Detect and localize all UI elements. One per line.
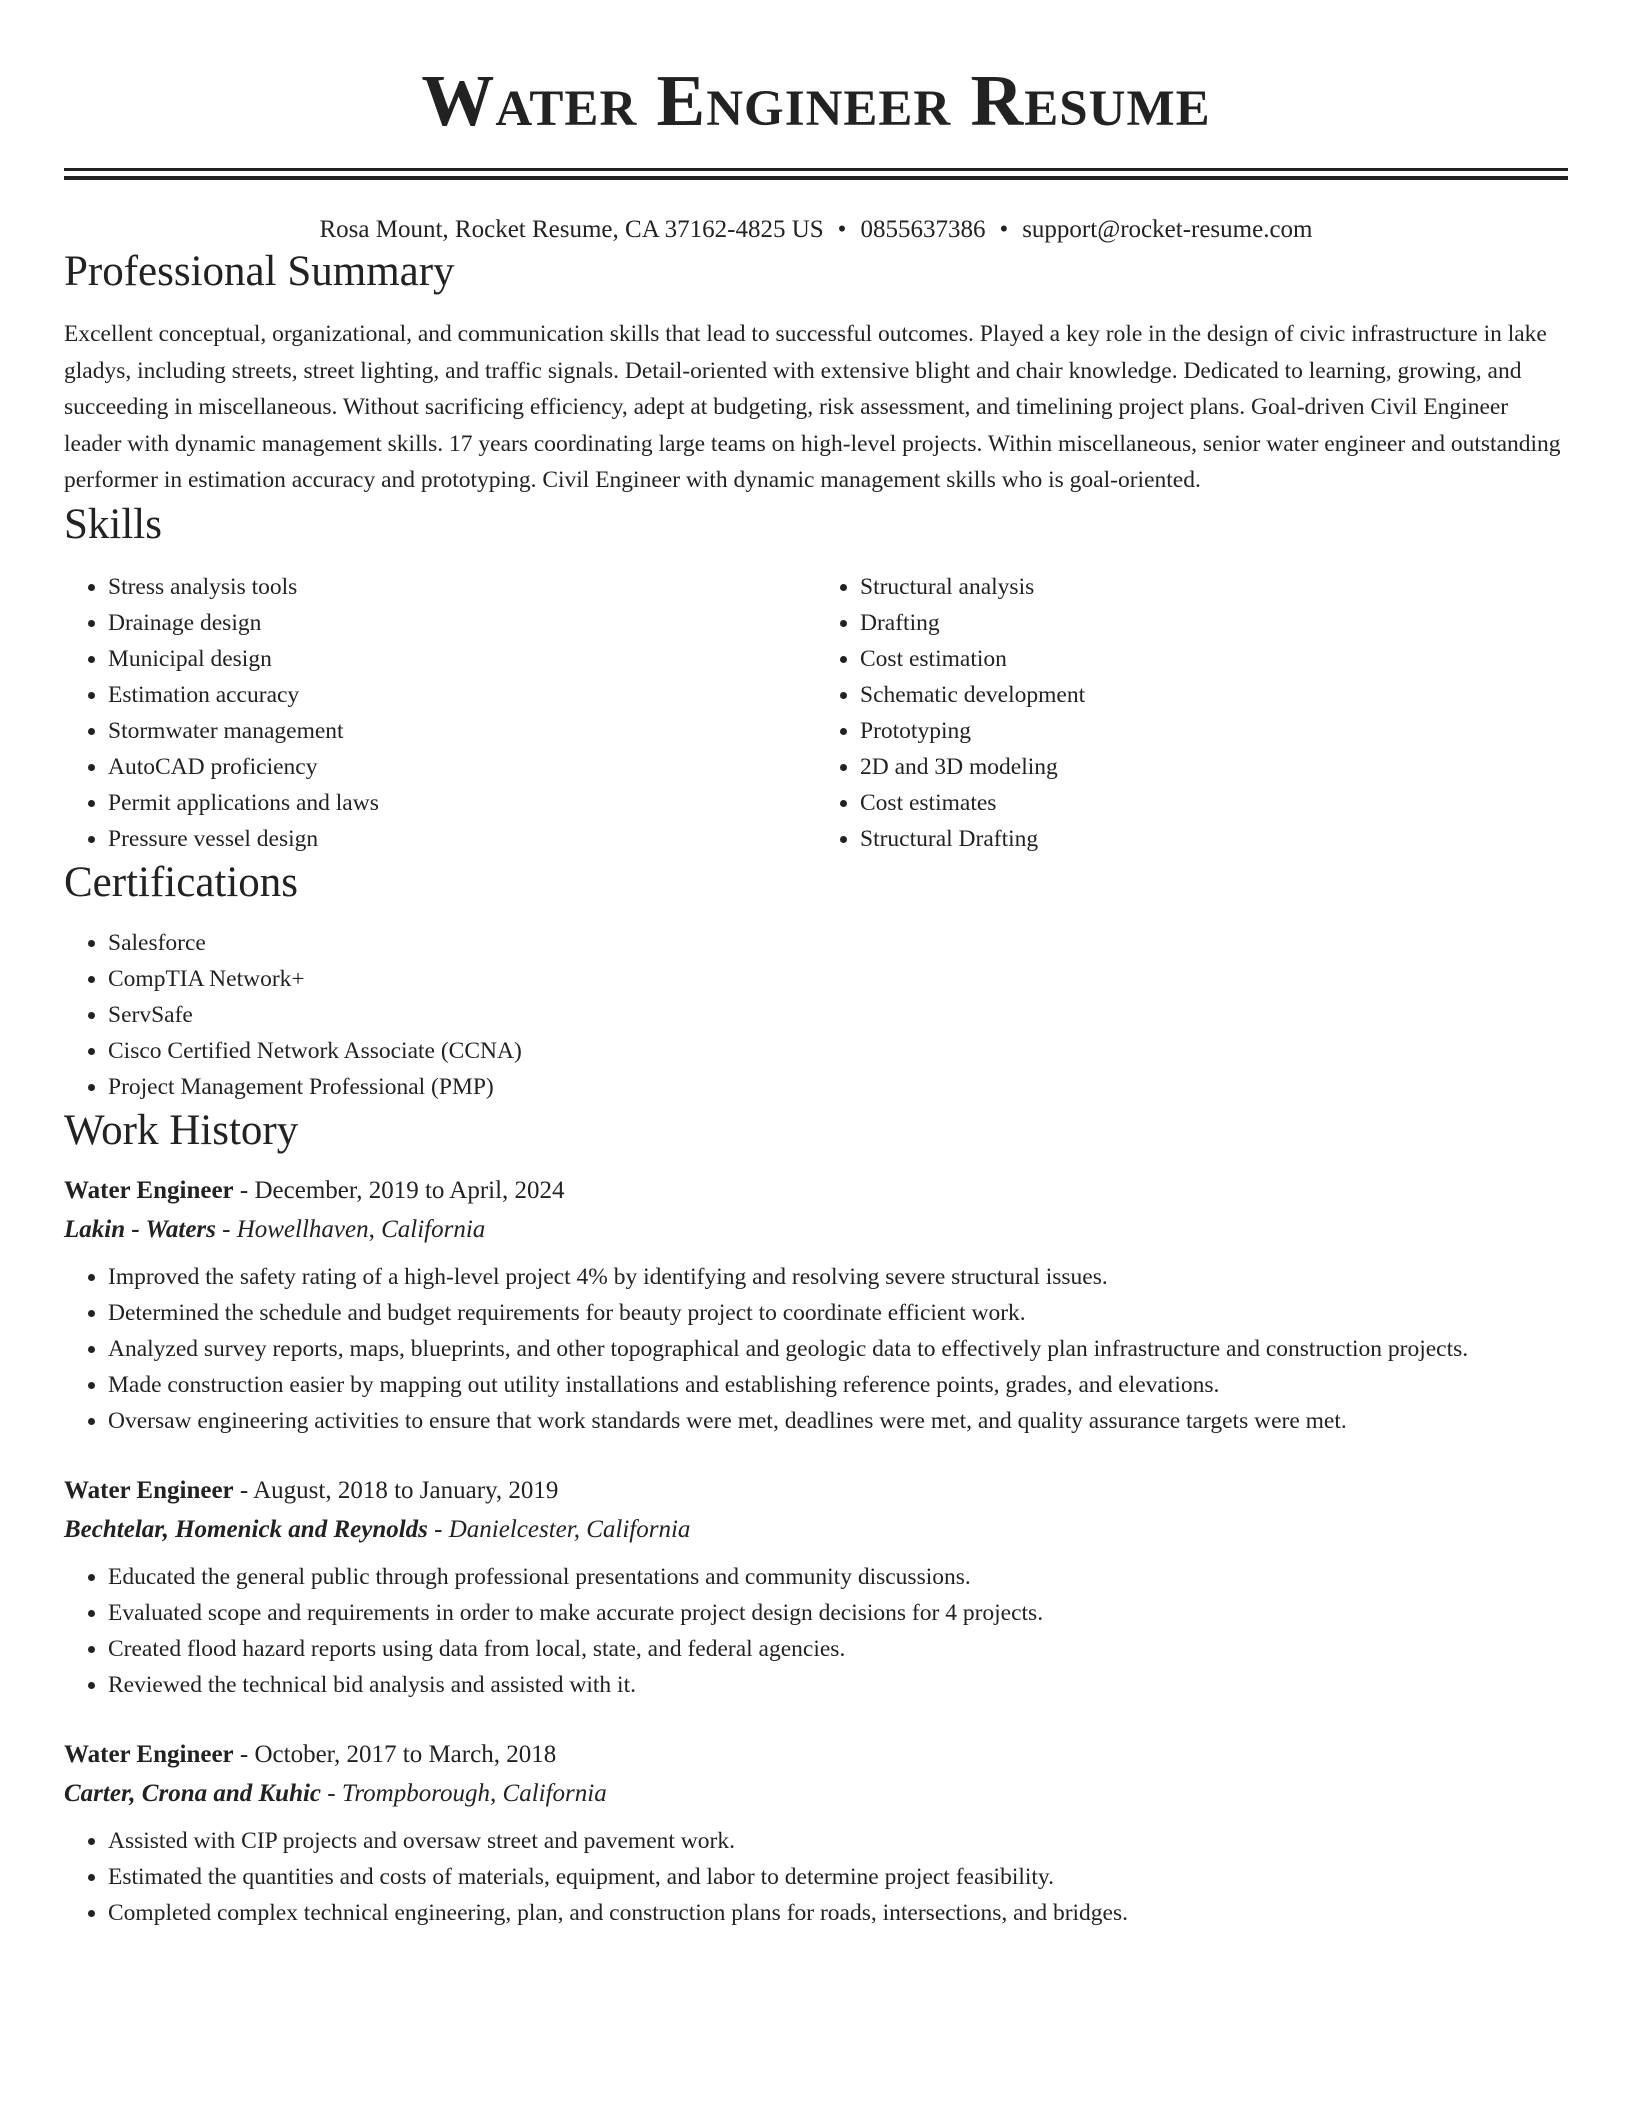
skills-list-left — [64, 569, 816, 857]
job-dates: August, 2018 to January, 2019 — [253, 1476, 559, 1504]
title-divider — [64, 168, 1568, 171]
job-role: Water Engineer — [64, 1476, 234, 1504]
job-company-line — [64, 1511, 1568, 1549]
job-entry — [64, 1735, 1568, 1931]
job-entry — [64, 1471, 1568, 1703]
job-title-line — [64, 1171, 1568, 1211]
certifications-list — [64, 925, 1568, 1105]
job-dash: - — [427, 1515, 449, 1543]
title-divider-double — [64, 176, 1568, 180]
job-bullet: • Made construction easier by mapping out utility installations and establishing reference points, grades, and elevations. — [108, 1367, 1568, 1403]
skills-columns — [64, 569, 1568, 857]
skill-item: • AutoCAD proficiency — [108, 749, 816, 785]
job-dash: - — [233, 1740, 255, 1768]
certification-item: • ServSafe — [108, 997, 1568, 1033]
job-dates: December, 2019 to April, 2024 — [254, 1176, 565, 1204]
job-bullets — [64, 1823, 1568, 1931]
contact-line — [64, 214, 1568, 246]
job-bullet: • Created flood hazard reports using data from local, state, and federal agencies. — [108, 1631, 1568, 1667]
contact-separator: • — [837, 216, 847, 243]
job-title-line — [64, 1735, 1568, 1775]
contact-phone: 0855637386 — [860, 216, 986, 243]
certification-item: • CompTIA Network+ — [108, 961, 1568, 997]
job-bullets — [64, 1559, 1568, 1703]
job-bullet: • Educated the general public through professional presentations and community discussions. — [108, 1559, 1568, 1595]
certification-item: • Cisco Certified Network Associate (CCNA) — [108, 1033, 1568, 1069]
contact-address: Rosa Mount, Rocket Resume, CA 37162-4825 US — [319, 216, 824, 243]
job-dates: October, 2017 to March, 2018 — [254, 1740, 557, 1768]
job-dash: - — [215, 1215, 237, 1243]
job-bullet: • Determined the schedule and budget requirements for beauty project to coordinate efficient work. — [108, 1295, 1568, 1331]
job-location: Trompborough, California — [341, 1779, 607, 1807]
page-title: Water Engineer Resume — [421, 60, 1211, 141]
job-location: Danielcester, California — [448, 1515, 691, 1543]
skills-heading: Skills — [64, 500, 162, 548]
job-bullets — [64, 1259, 1568, 1439]
job-bullet: • Completed complex technical engineering, plan, and construction plans for roads, intersections, and bridges. — [108, 1895, 1568, 1931]
job-bullet: • Oversaw engineering activities to ensure that work standards were met, deadlines were met, and quality assurance targets were met. — [108, 1403, 1568, 1439]
job-bullet: • Evaluated scope and requirements in order to make accurate project design decisions for 4 projects. — [108, 1595, 1568, 1631]
work-history-list — [64, 1171, 1568, 1931]
skill-item: • Stress analysis tools — [108, 569, 816, 605]
skill-item: • Permit applications and laws — [108, 785, 816, 821]
skill-item: • Estimation accuracy — [108, 677, 816, 713]
certification-item: • Project Management Professional (PMP) — [108, 1069, 1568, 1105]
job-company: Bechtelar, Homenick and Reynolds — [64, 1515, 428, 1543]
job-bullet: • Reviewed the technical bid analysis and assisted with it. — [108, 1667, 1568, 1703]
skill-item: • Structural analysis — [860, 569, 1568, 605]
skill-item: • Structural Drafting — [860, 821, 1568, 857]
skill-item: • Pressure vessel design — [108, 821, 816, 857]
contact-separator: • — [999, 216, 1009, 243]
job-title-line — [64, 1471, 1568, 1511]
skill-item: • Cost estimates — [860, 785, 1568, 821]
certifications-heading: Certifications — [64, 858, 299, 906]
summary-heading: Professional Summary — [64, 248, 455, 295]
summary-text: Excellent conceptual, organizational, and communication skills that lead to successful outcomes. Played a key role in the design of civic infrastructure in lake gladys, including streets, street lighting, and traffic signals. Detail-oriented with extensive blight and chair knowledge. Dedicated to learning, growing, and succeeding in miscellaneous. Without sacrificing efficiency, adept at budgeting, risk assessment, and timelining project plans. Goal-driven Civil Engineer leader with dynamic management skills. 17 years coordinating large teams on high-level projects. Within miscellaneous, senior water engineer and outstanding performer in estimation accuracy and prototyping. Civil Engineer with dynamic management skills who is goal-oriented. — [64, 321, 1561, 493]
work-history-heading: Work History — [64, 1106, 299, 1154]
skill-item: • Drainage design — [108, 605, 816, 641]
contact-email: support@rocket-resume.com — [1022, 216, 1313, 243]
skill-item: • Schematic development — [860, 677, 1568, 713]
job-role: Water Engineer — [64, 1740, 234, 1768]
job-bullet: • Estimated the quantities and costs of materials, equipment, and labor to determine project feasibility. — [108, 1859, 1568, 1895]
job-dash: - — [233, 1176, 255, 1204]
skill-item: • Drafting — [860, 605, 1568, 641]
job-bullet: • Improved the safety rating of a high-level project 4% by identifying and resolving severe structural issues. — [108, 1259, 1568, 1295]
job-dash: - — [233, 1476, 254, 1504]
certification-item: • Salesforce — [108, 925, 1568, 961]
job-company: Carter, Crona and Kuhic — [64, 1779, 322, 1807]
skill-item: • Municipal design — [108, 641, 816, 677]
job-entry — [64, 1171, 1568, 1439]
job-company-line — [64, 1211, 1568, 1249]
job-dash: - — [321, 1779, 342, 1807]
skill-item: • Cost estimation — [860, 641, 1568, 677]
job-location: Howellhaven, California — [236, 1215, 486, 1243]
skill-item: • Prototyping — [860, 713, 1568, 749]
job-company-line — [64, 1775, 1568, 1813]
job-company: Lakin - Waters — [64, 1215, 216, 1243]
job-bullet: • Analyzed survey reports, maps, blueprints, and other topographical and geologic data to effectively plan infrastructure and construction projects. — [108, 1331, 1568, 1367]
skill-item: • Stormwater management — [108, 713, 816, 749]
job-role: Water Engineer — [64, 1176, 234, 1204]
job-bullet: • Assisted with CIP projects and oversaw street and pavement work. — [108, 1823, 1568, 1859]
skills-list-right — [816, 569, 1568, 857]
skill-item: • 2D and 3D modeling — [860, 749, 1568, 785]
